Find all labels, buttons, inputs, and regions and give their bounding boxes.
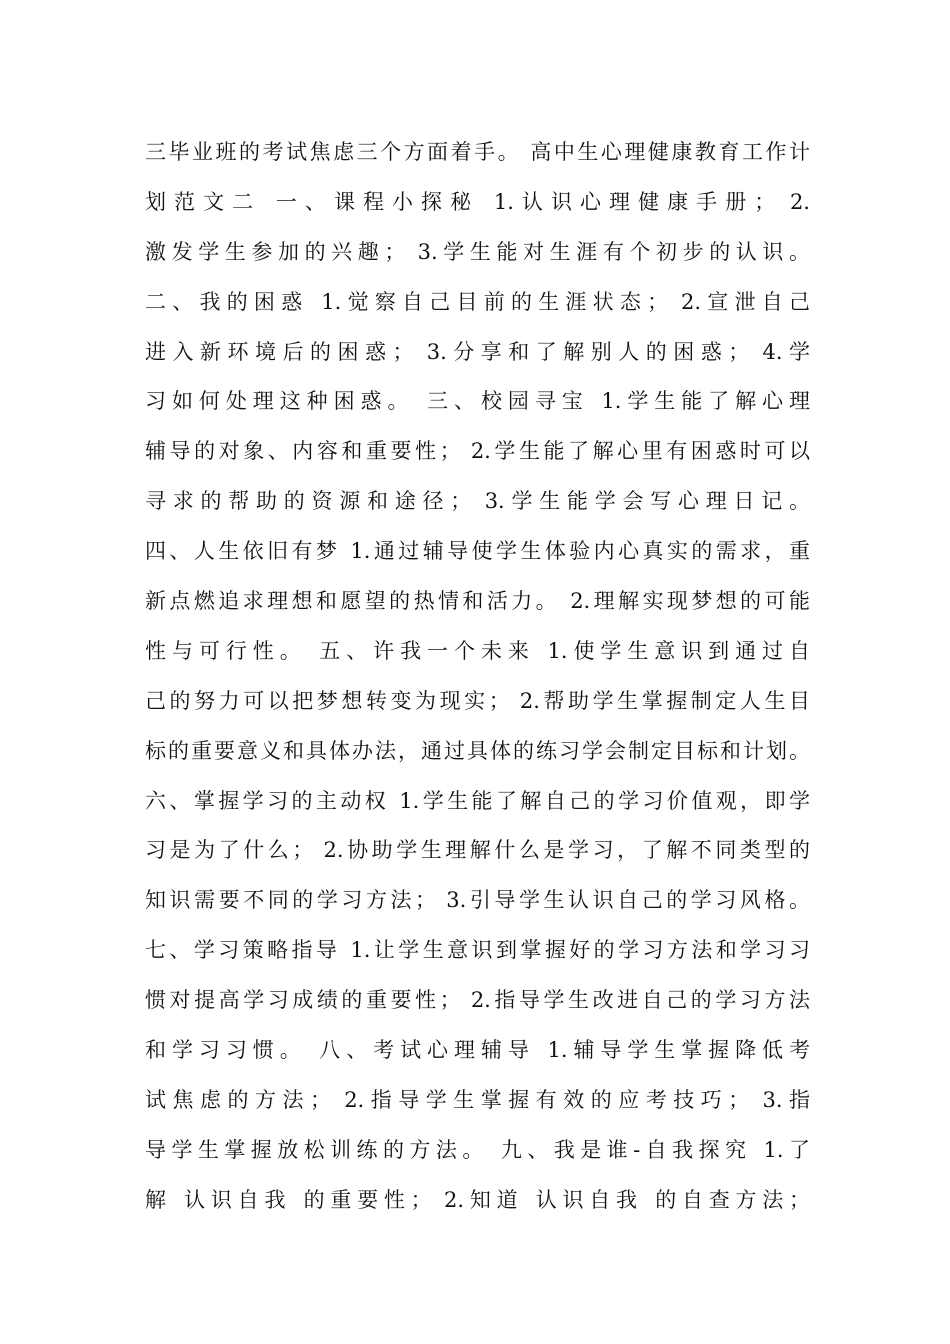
text-line-5: 进入新环境后的困惑； 3.分享和了解别人的困惑； 4.学 [145,339,810,364]
text-line-1: 三毕业班的考试焦虑三个方面着手。 高中生心理健康教育工作计 [145,140,810,164]
text-line-10: 新点燃追求理想和愿望的热情和活力。 2.理解实现梦想的可能 [145,589,810,614]
text-line-8: 寻求的帮助的资源和途径； 3.学生能学会写心理日记。 [145,489,810,514]
text-line-21: 导学生掌握放松训练的方法。 九、我是谁-自我探究 1.了 [145,1137,810,1162]
text-line-15: 习是为了什么； 2.协助学生理解什么是学习，了解不同类型的 [145,838,810,863]
text-line-4: 二、我的困惑 1.觉察自己目前的生涯状态； 2.宣泄自己 [145,289,810,314]
text-line-13: 标的重要意义和具体办法，通过具体的练习学会制定目标和计划。 [145,738,810,763]
text-line-7: 辅导的对象、内容和重要性； 2.学生能了解心里有困惑时可以 [145,439,810,464]
text-line-16: 知识需要不同的学习方法； 3.引导学生认识自己的学习风格。 [145,888,810,913]
text-line-3: 激发学生参加的兴趣； 3.学生能对生涯有个初步的认识。 [145,239,810,264]
text-line-14: 六、掌握学习的主动权 1.学生能了解自己的学习价值观，即学 [145,788,810,813]
body-text [145,128,810,1226]
text-line-12: 己的努力可以把梦想转变为现实； 2.帮助学生掌握制定人生目 [145,688,810,713]
text-line-19: 和学习习惯。 八、考试心理辅导 1.辅导学生掌握降低考 [145,1038,810,1063]
text-line-20: 试焦虑的方法； 2.指导学生掌握有效的应考技巧； 3.指 [145,1087,810,1112]
text-line-6: 习如何处理这种困惑。 三、校园寻宝 1.学生能了解心理 [145,389,810,414]
text-line-22: 解 认识自我 的重要性； 2.知道 认识自我 的自查方法； [145,1187,810,1212]
text-line-17: 七、学习策略指导 1.让学生意识到掌握好的学习方法和学习习 [145,938,810,963]
text-line-18: 惯对提高学习成绩的重要性； 2.指导学生改进自己的学习方法 [145,988,810,1013]
text-line-11: 性与可行性。 五、许我一个未来 1.使学生意识到通过自 [145,638,810,663]
text-line-9: 四、人生依旧有梦 1.通过辅导使学生体验内心真实的需求，重 [145,539,810,564]
text-line-2: 划范文二 一、课程小探秘 1.认识心理健康手册； 2. [145,189,810,214]
